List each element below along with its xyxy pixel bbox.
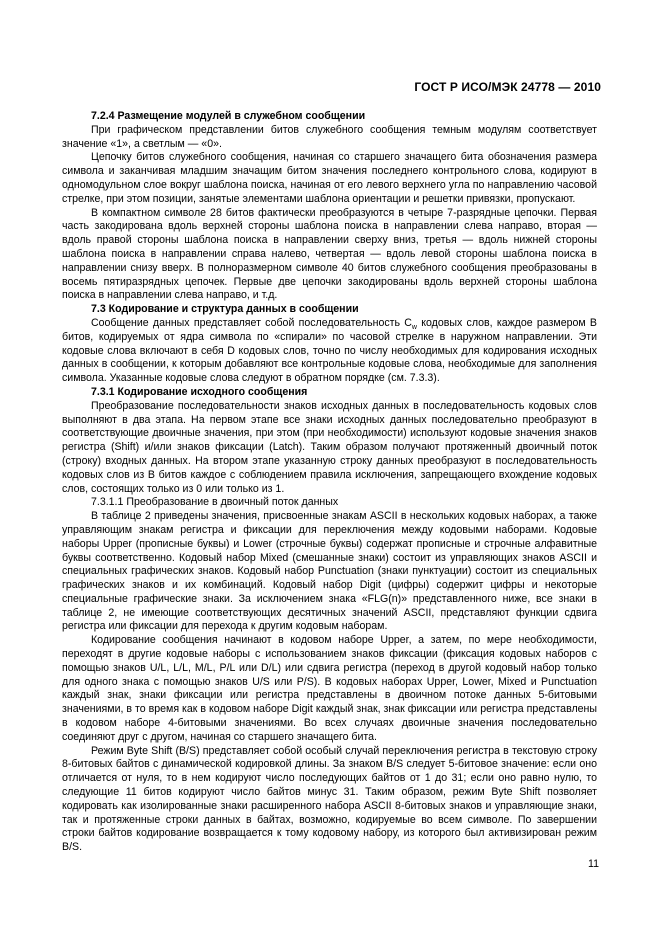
section-heading-7-2-4: 7.2.4 Размещение модулей в служебном сообщении — [91, 110, 366, 122]
paragraph: При графическом представлении битов служебного сообщения темным модулям соответствует значение «1», а светлым — «0». — [62, 123, 597, 150]
paragraph: Цепочку битов служебного сообщения, начиная со старшего значащего бита обозначения размера символа и заканчивая младшим значащим битом значения последнего контрольного слова, кодируют в одномодульном слое вокруг шаблона поиска, начиная от его левого верхнего угла по направлению часовой стрелке, при этом позиции, занятые элементами шаблона ориентации и решетки привязки, пропускают. — [62, 151, 597, 205]
text-run: кодовых слов, каждое размером B битов, кодируемых от ядра символа по «спирали» по часовой стрелке в наружном направлении. Эти кодовые слова включают в себя D кодовых слов, точно по числу необходимых для кодирования исходных данных в сообщении, к которым добавляют все контрольные кодовые слова, необходимые для заполнения символа. Указанные кодовые слова следуют в обратном порядке (см. 7.3.3). — [62, 316, 597, 385]
paragraph: В таблице 2 приведены значения, присвоенные знакам ASCII в нескольких кодовых наборах, а также управляющим знакам регистра и фиксации для переключения между кодовыми наборами. Кодовые наборы Upper (прописные буквы) и Lower (строчные буквы) содержат прописные и строчные алфавитные буквы соответственно. Кодовый набор Mixed (смешанные знаки) состоит из управляющих знаков ASCII и специальных графических знаков. Кодовый набор Punctuation (знаки пунктуации) состоит из специальных графических знаков и их комбинаций. Кодовый набор Digit (цифры) содержит цифры и некоторые специальные графические знаки. За исключением знака «FLG(n)» представленного ниже, все знаки в таблице 2, не имеющие соответствующих десятичных значений ASCII, представляют функции сдвига регистра или фиксации для перехода к другим кодовым наборам. — [62, 510, 597, 633]
section-heading-7-3-1-1: 7.3.1.1 Преобразование в двоичный поток данных — [91, 496, 339, 509]
paragraph: Режим Byte Shift (B/S) представляет собой особый случай переключения регистра в текстовую строку 8-битовых байтов с динамической кодировкой длины. За знаком B/S следует 5-битовое значение: если оно отличается от нуля, то в нем кодируют число последующих байтов от 1 до 31; если оно равно нулю, то следующие 11 битов кодируют число байтов минус 31. Таким образом, режим Byte Shift позволяет кодировать как изолированные знаки расширенного набора ASCII 8-битовых знаков и управляющие знаки, так и протяженные строки данных в байтах, возможно, кодируемые во всем символе. По завершении строки байтов кодирование возвращается к тому кодовому набору, из которого был активизирован режим B/S. — [62, 744, 597, 854]
text-run: Сообщение данных представляет собой последовательность C — [91, 316, 412, 329]
paragraph: Преобразование последовательности знаков исходных данных в последовательность кодовых слов выполняют в два этапа. На первом этапе все знаки исходных данных последовательно преобразуют в соответствующие двоичные значения, при этом (при необходимости) используют кодовые значения знаков регистра (Shift) и/или знаков фиксации (Latch). Таким образом получают протяженный двоичный поток (строку) входных данных. На втором этапе указанную строку данных преобразуют в последовательность кодовых слов из B битов каждое с соблюдением правила исключения, запрещающего вхождение кодовых слов, состоящих только из 0 или только из 1. — [62, 399, 597, 495]
subscript: w — [411, 324, 417, 332]
paragraph: В компактном символе 28 битов фактически преобразуются в четыре 7-разрядные цепочки. Первая часть закодирована вдоль верхней стороны шаблона поиска в направлении слева направо, вторая — вдоль правой стороны шаблона поиска в направлении сверху вниз, третья — вдоль нижней стороны шаблона поиска в направлении справа налево, четвертая — вдоль левой стороны шаблона поиска в направлении снизу вверх. В полноразмерном символе 40 битов служебного сообщения преобразованы в восемь пятиразрядных цепочек. Первые две цепочки закодированы вдоль верхней стороны шаблона поиска в направлении слева направо, и т.д. — [62, 206, 597, 302]
section-heading-7-3-1: 7.3.1 Кодирование исходного сообщения — [91, 385, 308, 398]
page-number: 11 — [588, 858, 599, 870]
standard-header: ГОСТ Р ИСО/МЭК 24778 — 2010 — [414, 80, 601, 94]
document-body — [62, 110, 597, 855]
paragraph — [62, 317, 597, 386]
paragraph: Кодирование сообщения начинают в кодовом наборе Upper, а затем, по мере необходимости, переходят в другие кодовые наборы с использованием знаков фиксации (фиксация кодовых наборов с помощью знаков U/L, L/L, M/L, P/L или D/L) или сдвига регистра (переход в другой кодовый набор только для одного знака с помощью знаков U/S или P/S). В кодовых наборах Upper, Lower, Mixed и Punctuation каждый знак, знаки фиксации или регистра представлены в двоичном потоке данных 5-битовыми значениями, в то время как в кодовом наборе Digit каждый знак, знак фиксации или регистра представлены в кодовом наборе 4-битовыми значениями. Во всех случаях двоичные значения последовательно соединяют друг с другом, начиная со старшего значащего бита. — [62, 634, 597, 743]
section-heading-7-3: 7.3 Кодирование и структура данных в сообщении — [91, 303, 359, 316]
